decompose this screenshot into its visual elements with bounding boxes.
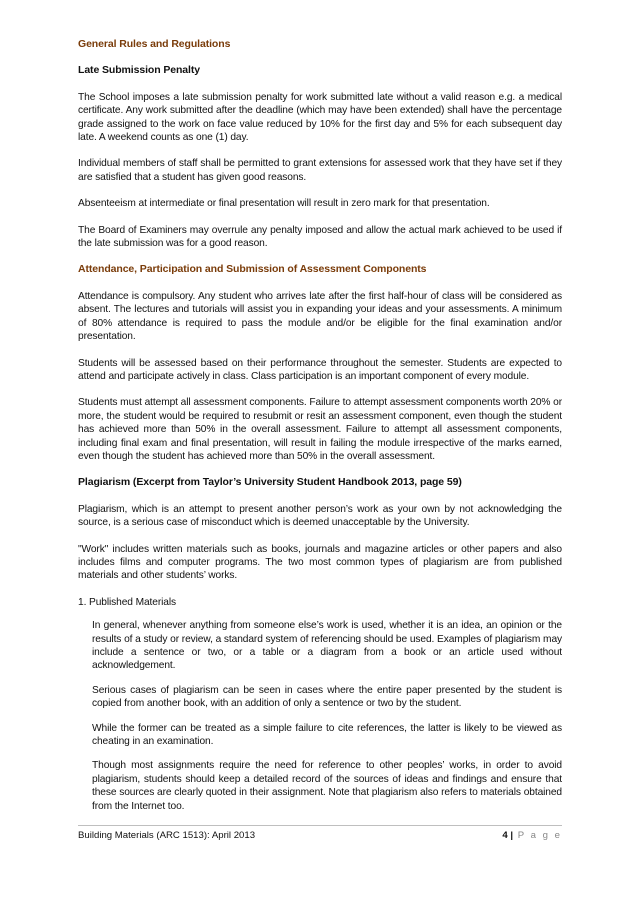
- published-materials-body: [78, 619, 562, 813]
- document-page: [78, 38, 562, 824]
- late-submission-heading: Late Submission Penalty: [78, 64, 200, 77]
- list-item-published-materials: 1. Published Materials: [78, 596, 177, 608]
- attendance-paragraph-2: Students will be assessed based on their performance throughout the semester. Students are expected to attend and participate actively in class. Class participation is an important component of every module.: [78, 357, 562, 382]
- attendance-paragraph-3: Students must attempt all assessment components. Failure to attempt assessment components worth 20% or more, the student would be required to resubmit or resit an assessment component, even though the student has achieved more than 50% in the overall assessment. Failure to attempt all assessment components, including final exam and final presentation, will result in failing the module irrespective of the marks earned, even though the student has achieved more than 50% in the overall assessment.: [78, 397, 562, 462]
- late-paragraph-1: The School imposes a late submission penalty for work submitted late without a valid reason e.g. a medical certificate. Any work submitted after the deadline (which may have been extended) shall have the percentage grade assigned to the work on face value reduced by 10% for the first day and 5% for each subsequent day late. A weekend counts as one (1) day.: [78, 91, 562, 144]
- footer-page-number: [502, 830, 562, 842]
- plagiarism-heading: Plagiarism (Excerpt from Taylor’s University Student Handbook 2013, page 59): [78, 476, 462, 489]
- page-number: 4 |: [502, 830, 514, 841]
- late-paragraph-2: Individual members of staff shall be permitted to grant extensions for assessed work that they have set if they are satisfied that a student has given good reasons.: [78, 158, 562, 183]
- page-footer: [78, 825, 562, 842]
- published-paragraph-3: While the former can be treated as a simple failure to cite references, the latter is likely to be viewed as cheating in an examination.: [92, 722, 562, 748]
- late-paragraph-4: The Board of Examiners may overrule any penalty imposed and allow the actual mark achieved to be used if the late submission was for a good reason.: [78, 224, 562, 250]
- late-paragraph-3: Absenteeism at intermediate or final presentation will result in zero mark for that presentation.: [78, 198, 490, 210]
- published-paragraph-1: In general, whenever anything from someone else’s work is used, whether it is an idea, an opinion or the results of a study or review, a standard system of referencing should be used. Examples of plagiarism may include a sentence or two, or a table or a diagram from a book or an article used without acknowledgement.: [92, 620, 562, 672]
- plagiarism-paragraph-2: "Work" includes written materials such as books, journals and magazine articles or other papers and also includes films and computer programs. The two most common types of plagiarism are from published materials and other students’ works.: [78, 543, 562, 582]
- plagiarism-paragraph-1: Plagiarism, which is an attempt to present another person’s work as your own by not acknowledging the source, is a serious case of misconduct which is deemed unacceptable by the University.: [78, 503, 562, 529]
- section-title: General Rules and Regulations: [78, 38, 231, 50]
- page-label: P a g e: [513, 830, 562, 841]
- footer-course-title: Building Materials (ARC 1513): April 2013: [78, 830, 256, 841]
- published-paragraph-4: Though most assignments require the need for reference to other peoples’ works, in order to avoid plagiarism, students should keep a detailed record of the sources of ideas and findings and ensure that these sources are clearly quoted in their assignment. Note that plagiarism also refers to materials obtained from the Internet too.: [92, 760, 562, 812]
- published-paragraph-2: Serious cases of plagiarism can be seen in cases where the entire paper presented by the student is copied from another book, with an addition of only a sentence or two by the student.: [92, 684, 562, 710]
- attendance-heading: Attendance, Participation and Submission of Assessment Components: [78, 263, 427, 276]
- attendance-paragraph-1: Attendance is compulsory. Any student who arrives late after the first half-hour of class will be considered as absent. The lectures and tutorials will assist you in expanding your ideas and your assessments. A minimum of 80% attendance is required to pass the module and/or be eligible for the final examination and/or presentation.: [78, 290, 562, 343]
